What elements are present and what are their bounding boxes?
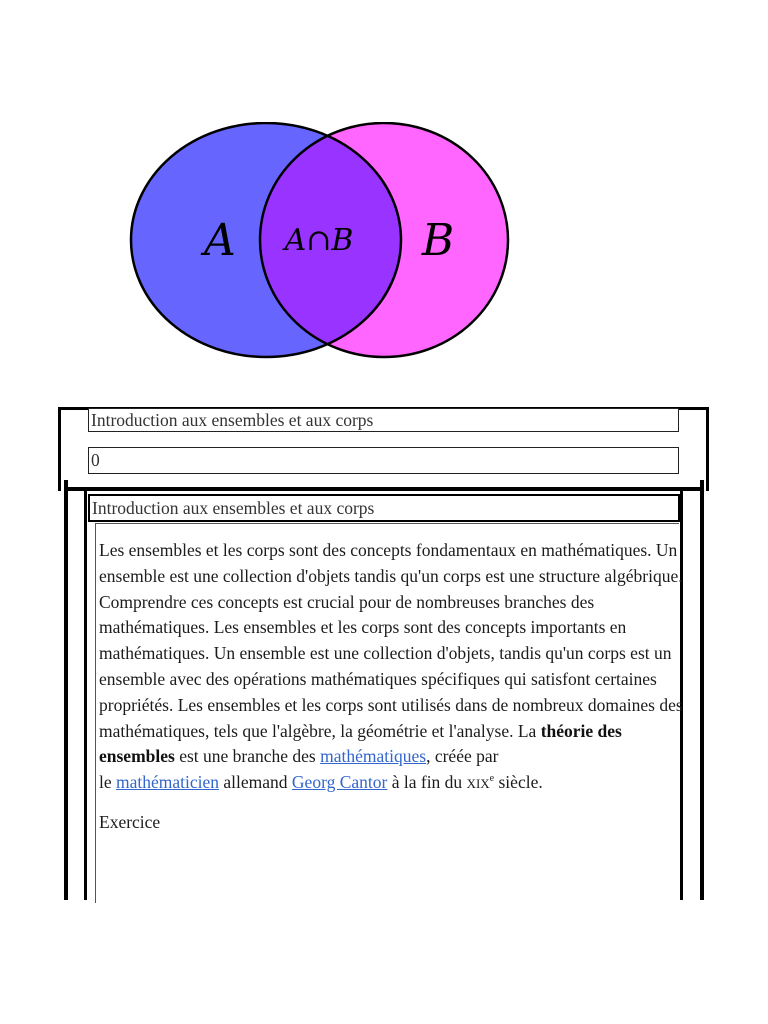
- link-georg-cantor[interactable]: Georg Cantor: [291, 772, 388, 793]
- set-a-label: A: [204, 215, 236, 266]
- text-allemand: allemand: [219, 772, 292, 793]
- text-after-link: , créée par: [426, 746, 499, 767]
- text-le: le: [99, 772, 117, 793]
- venn-diagram: [128, 122, 512, 362]
- section-body: [99, 538, 685, 836]
- section-title: Introduction aux ensembles et aux corps: [88, 494, 680, 522]
- set-b-label: B: [421, 215, 455, 266]
- frame-line-right-outer: [700, 480, 704, 900]
- century-superscript: e: [489, 773, 495, 785]
- bold-term: théorie des ensembles: [99, 720, 622, 767]
- text-fin: à la fin du: [387, 772, 467, 793]
- body-paragraph-start: Les ensembles et les corps sont des concepts fondamentaux en mathématiques. Un ensemble est une collection d'objets tandis qu'un corps est une structure algébrique. Comprendre ces concepts est crucial pour de nombreuses branches des mathématiques. Les ensembles et les corps sont des concepts importants en mathématiques. Un ensemble est une collection d'objets, tandis qu'un corps est un ensemble avec des opérations mathématiques spécifiques qui satisfont certaines propriétés. Les ensembles et les corps sont utilisés dans de nombreux domaines des mathématiques, tels que l'algèbre, la géométrie et l'analyse. La: [99, 540, 683, 741]
- frame-line-left-outer: [64, 480, 68, 900]
- link-mathematiques[interactable]: mathématiques: [320, 746, 427, 767]
- title-field[interactable]: Introduction aux ensembles et aux corps: [88, 408, 679, 432]
- link-mathematicien[interactable]: mathématicien: [116, 772, 220, 793]
- century-numeral: xix: [466, 772, 490, 793]
- frame-line-left-inner: [84, 487, 87, 900]
- text-after-bold: est une branche des: [174, 746, 321, 767]
- index-field[interactable]: 0: [88, 447, 679, 474]
- intersection-label: A∩B: [284, 223, 354, 258]
- text-siecle: siècle.: [494, 772, 543, 793]
- frame-divider: [64, 487, 704, 491]
- exercise-label: Exercice: [99, 811, 161, 832]
